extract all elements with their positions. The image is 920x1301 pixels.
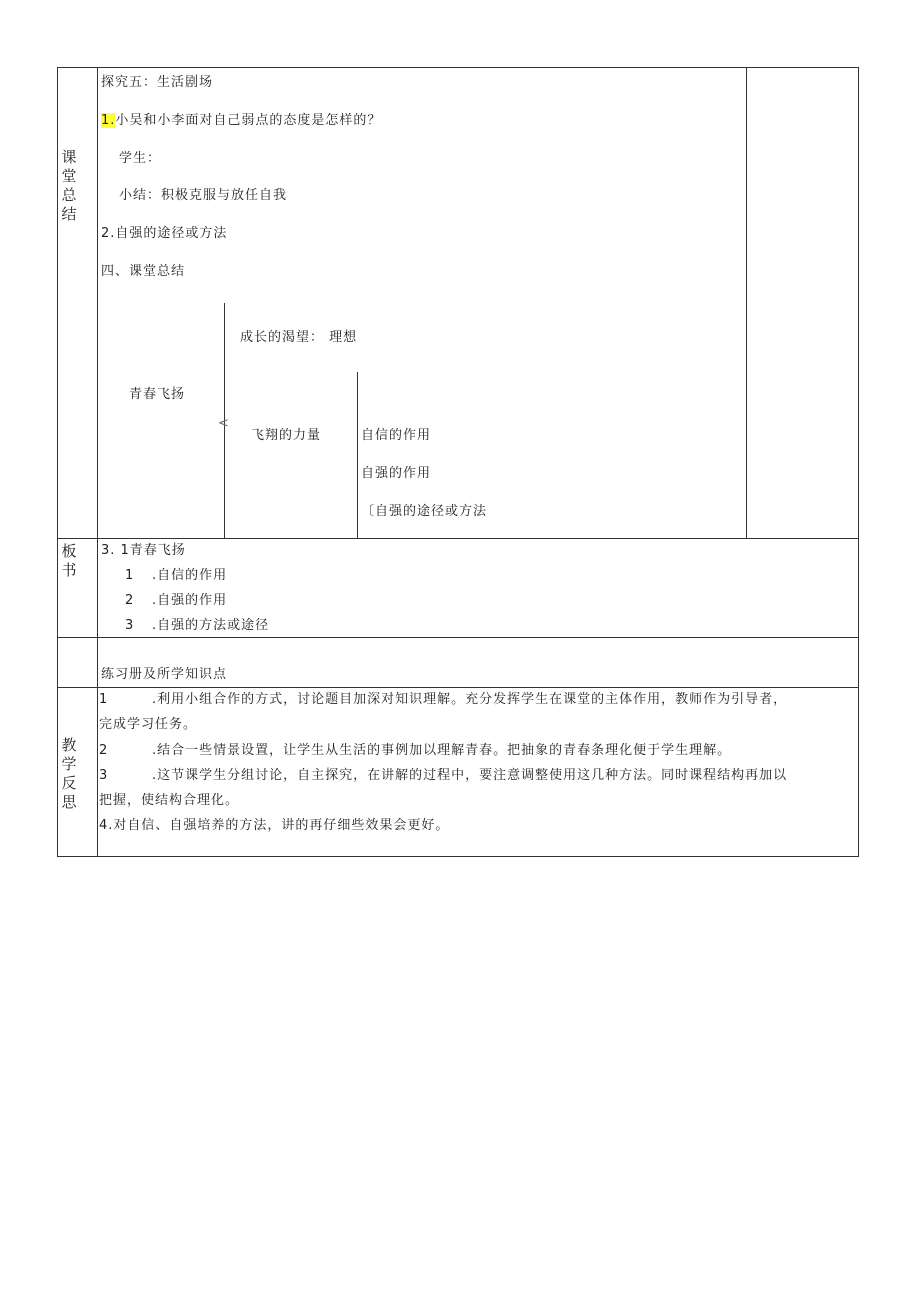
reflection-item-4 <box>99 818 449 834</box>
question-2: 2.自强的途径或方法 <box>101 226 228 241</box>
reflection-item-1-text: .利用小组合作的方式，讨论题目加深对知识理解。充分发挥学生在课堂的主体作用，教师作为引导者， <box>152 692 788 707</box>
summary-side-label: 课堂总结 <box>61 148 77 223</box>
diagram-branch-1: 成长的渴望： 理想 <box>240 330 358 345</box>
diagram-leaf-2: 自强的作用 <box>361 466 432 481</box>
diagram-root: 青春飞扬 <box>129 387 186 402</box>
reflection-item-4-text: .对自信、自强培养的方法，讲的再仔细些效果会更好。 <box>108 818 450 833</box>
reflection-item-3-number: 3 <box>99 768 109 783</box>
section-four-title: 四、课堂总结 <box>101 264 186 279</box>
explore-title: 探究五：生活剧场 <box>101 75 214 90</box>
question-1 <box>101 113 381 129</box>
question-1-number: 1. <box>101 113 116 128</box>
conclusion-text: 小结：积极克服与放任自我 <box>119 188 288 203</box>
reflection-item-2-number: 2 <box>99 743 109 758</box>
reflection-item-3-continuation: 把握，使结构合理化。 <box>99 793 240 808</box>
board-item-3-text: .自强的方法或途径 <box>152 618 270 633</box>
reflection-item-1-continuation: 完成学习任务。 <box>99 717 198 732</box>
board-title: 3. 1青春飞扬 <box>101 543 186 558</box>
reflection-item-2-text: .结合一些情景设置，让学生从生活的事例加以理解青春。把抽象的青春条理化便于学生理解。 <box>152 743 732 758</box>
reflection-side-label: 教学反思 <box>61 736 77 811</box>
board-item-1-number: 1 <box>125 568 135 583</box>
student-label: 学生： <box>119 151 162 166</box>
question-1-text: 小吴和小李面对自己弱点的态度是怎样的？ <box>115 113 382 128</box>
reflection-item-3-text: .这节课学生分组讨论，自主探究，在讲解的过程中，要注意调整使用这几种方法。同时课程结构再加以 <box>152 768 788 783</box>
label-column-divider <box>97 67 98 857</box>
diagram-branch-2: 飞翔的力量 <box>251 428 322 443</box>
row-divider-summary-board <box>57 538 859 539</box>
board-item-1-text: .自信的作用 <box>152 568 228 583</box>
homework-text: 练习册及所学知识点 <box>101 667 228 682</box>
reflection-item-1-number: 1 <box>99 692 109 707</box>
diagram-angle-mark: < <box>218 416 230 431</box>
diagram-leaf-3: 〔自强的途径或方法 <box>361 504 488 519</box>
board-side-label: 板书 <box>61 542 77 579</box>
reflection-item-4-number: 4 <box>99 818 109 833</box>
diagram-leaf-1: 自信的作用 <box>361 428 432 443</box>
right-column-divider <box>746 67 747 539</box>
board-item-2-text: .自强的作用 <box>152 593 228 608</box>
lesson-table <box>57 67 859 857</box>
board-item-2-number: 2 <box>125 593 135 608</box>
row-divider-board-homework <box>57 637 859 638</box>
board-item-3-number: 3 <box>125 618 135 633</box>
diagram-bracket-line-2 <box>357 372 358 538</box>
row-divider-homework-reflection <box>57 687 859 688</box>
